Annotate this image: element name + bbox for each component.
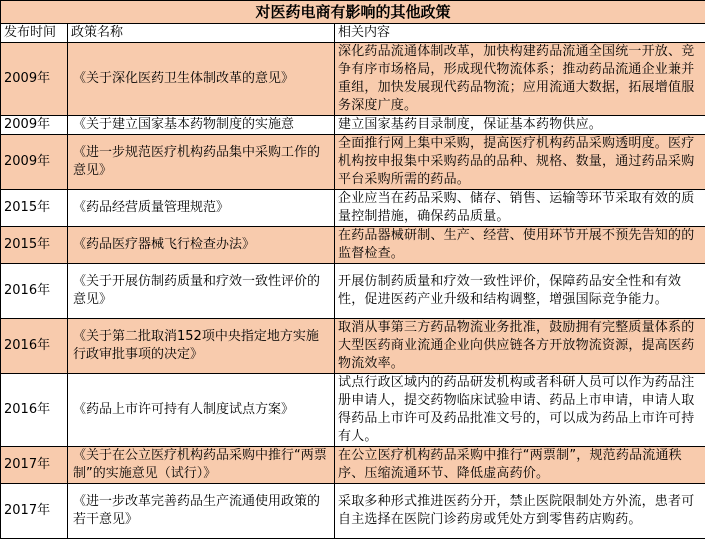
header-name: 政策名称 (68, 24, 335, 43)
row-policy-name: 《药品经营质量管理规范》 (68, 190, 335, 227)
table-row (1, 190, 705, 227)
table-row (1, 116, 705, 135)
row-year: 2016年 (1, 264, 68, 319)
row-content: 在药品器械研制、生产、经营、使用环节开展不预先告知的的监督检查。 (335, 227, 705, 264)
row-year: 2017年 (1, 484, 68, 539)
row-year: 2016年 (1, 319, 68, 374)
table-row (1, 264, 705, 319)
row-content: 开展仿制药质量和疗效一致性评价，保障药品安全性和有效性，促进医药产业升级和结构调整，增强国际竞争能力。 (335, 264, 705, 319)
table-row (1, 319, 705, 374)
table-row (1, 484, 705, 539)
row-content: 全面推行网上集中采购，提高医疗机构药品采购透明度。医疗机构按申报集中采购药品的品种、规格、数量，通过药品采购平台采购所需的药品。 (335, 135, 705, 190)
row-year: 2009年 (1, 135, 68, 190)
table-row (1, 447, 705, 484)
table-title: 对医药电商有影响的其他政策 (1, 1, 705, 24)
table-row (1, 227, 705, 264)
header-time: 发布时间 (1, 24, 68, 43)
row-content: 采取多种形式推进医药分开，禁止医院限制处方外流，患者可自主选择在医院门诊药房或凭处方到零售药店购药。 (335, 484, 705, 539)
row-year: 2009年 (1, 43, 68, 116)
row-policy-name: 《关于开展仿制药质量和疗效一致性评价的意见》 (68, 264, 335, 319)
row-policy-name: 《进一步规范医疗机构药品集中采购工作的意见》 (68, 135, 335, 190)
row-policy-name: 《药品医疗器械飞行检查办法》 (68, 227, 335, 264)
table-row (1, 135, 705, 190)
row-year: 2017年 (1, 447, 68, 484)
table-row (1, 374, 705, 447)
header-content: 相关内容 (335, 24, 705, 43)
header-row (1, 24, 705, 43)
row-policy-name: 《进一步改革完善药品生产流通使用政策的若干意见》 (68, 484, 335, 539)
row-policy-name: 《关于在公立医疗机构药品采购中推行“两票制”的实施意见（试行）》 (68, 447, 335, 484)
table-row (1, 43, 705, 116)
row-year: 2015年 (1, 190, 68, 227)
row-content: 深化药品流通体制改革，加快构建药品流通全国统一开放、竞争有序市场格局，形成现代物流体系；推动药品流通企业兼并重组，加快发展现代药品物流；应用流通大数据，拓展增值服务深度广度。 (335, 43, 705, 116)
row-content: 在公立医疗机构药品采购中推行“两票制”，规范药品流通秩序、压缩流通环节、降低虚高药价。 (335, 447, 705, 484)
row-content: 企业应当在药品采购、储存、销售、运输等环节采取有效的质量控制措施，确保药品质量。 (335, 190, 705, 227)
row-year: 2016年 (1, 374, 68, 447)
row-policy-name: 《关于第二批取消152项中央指定地方实施行政审批事项的决定》 (68, 319, 335, 374)
row-content: 试点行政区域内的药品研发机构或者科研人员可以作为药品注册申请人，提交药物临床试验申请、药品上市申请，申请人取得药品上市许可及药品批准文号的，可以成为药品上市许可持有人。 (335, 374, 705, 447)
row-year: 2009年 (1, 116, 68, 135)
table-body (1, 43, 705, 539)
row-policy-name: 《药品上市许可持有人制度试点方案》 (68, 374, 335, 447)
row-policy-name: 《关于深化医药卫生体制改革的意见》 (68, 43, 335, 116)
row-content: 取消从事第三方药品物流业务批准，鼓励拥有完整质量体系的大型医药商业流通企业向供应链各方开放物流资源，提高医药物流效率。 (335, 319, 705, 374)
row-year: 2015年 (1, 227, 68, 264)
row-content: 建立国家基药目录制度，保证基本药物供应。 (335, 116, 705, 135)
row-policy-name: 《关于建立国家基本药物制度的实施意 (68, 116, 335, 135)
